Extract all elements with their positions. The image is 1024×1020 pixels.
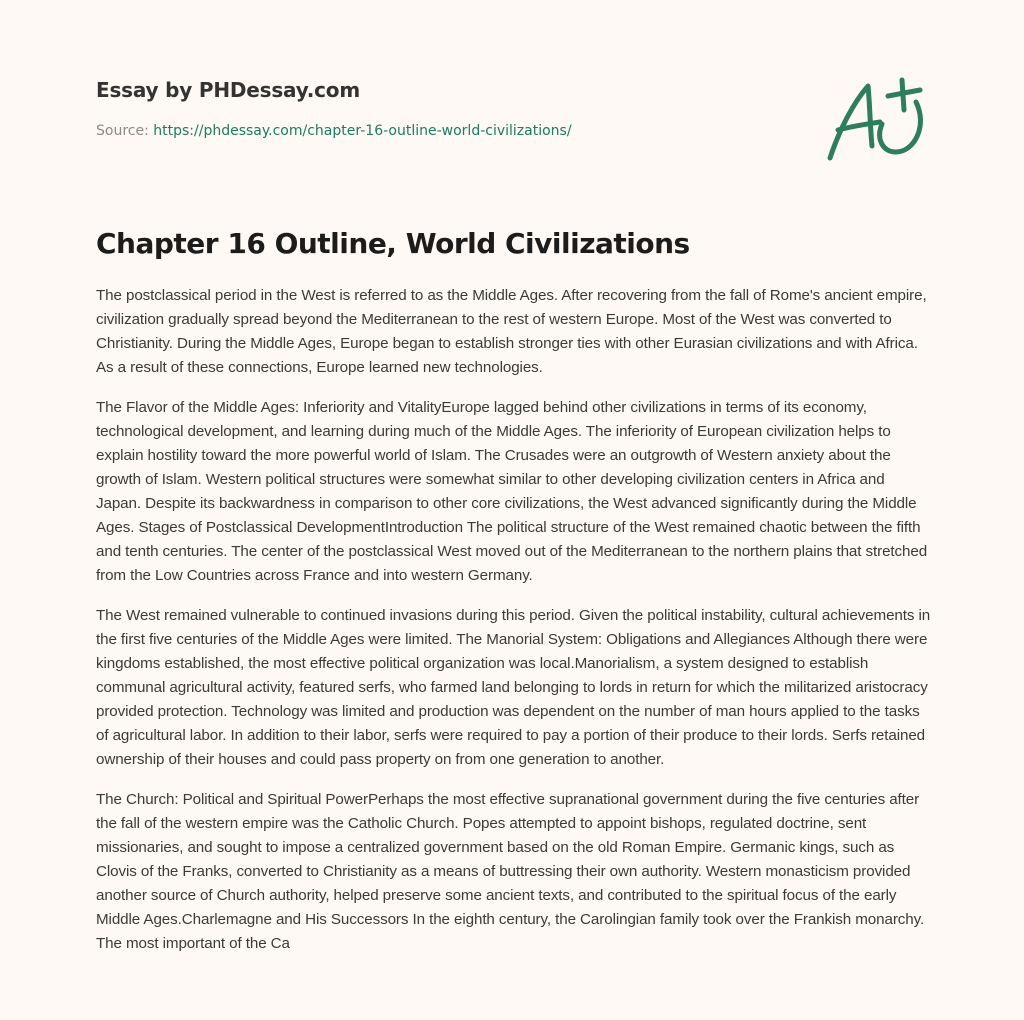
source-line (96, 121, 796, 141)
source-link[interactable]: https://phdessay.com/chapter-16-outline-world-civilizations/ (153, 123, 572, 139)
paragraph: The Flavor of the Middle Ages: Inferiority and VitalityEurope lagged behind other civilizations in terms of its economy, technological development, and learning during much of the Middle Ages. The inferiority of European civilization helps to explain hostility toward the more powerful world of Islam. The Crusades were an outgrowth of Western anxiety about the growth of Islam. Western political structures were somewhat similar to other developing civilization centers in Africa and Japan. Despite its backwardness in comparison to other core civilizations, the West advanced significantly during the Middle Ages. Stages of Postclassical DevelopmentIntroduction The political structure of the West remained chaotic between the fifth and tenth centuries. The center of the postclassical West moved out of the Mediterranean to the northern plains that stretched from the Low Countries across France and into western Germany. (96, 399, 928, 584)
source-label: Source: (96, 123, 149, 139)
brand-title: Essay by PHDessay.com (96, 78, 360, 102)
paragraph: The West remained vulnerable to continued invasions during this period. Given the political instability, cultural achievements in the first five centuries of the Middle Ages were limited. The Manorial System: Obligations and Allegiances Although there were kingdoms established, the most effective political organization was local.Manorialism, a system designed to establish communal agricultural activity, featured serfs, who farmed land belonging to lords in return for which the militarized aristocracy provided protection. Technology was limited and production was dependent on the number of man hours applied to the tasks of agricultural labor. In addition to their labor, serfs were required to pay a portion of their produce to their lords. Serfs retained ownership of their houses and could pass property on from one generation to another. (96, 607, 931, 768)
page-header (96, 76, 796, 141)
essay-body (96, 284, 932, 972)
essay-title: Chapter 16 Outline, World Civilizations (96, 227, 690, 260)
a-plus-grade-icon (818, 66, 930, 166)
paragraph: The postclassical period in the West is referred to as the Middle Ages. After recovering from the fall of Rome's ancient empire, civilization gradually spread beyond the Mediterranean to the rest of western Europe. Most of the West was converted to Christianity. During the Middle Ages, Europe began to establish stronger ties with other Eurasian civilizations and with Africa. As a result of these connections, Europe learned new technologies. (96, 287, 927, 376)
paragraph: The Church: Political and Spiritual PowerPerhaps the most effective supranational government during the five centuries after the fall of the western empire was the Catholic Church. Popes attempted to appoint bishops, regulated doctrine, sent missionaries, and sought to impose a centralized government based on the old Roman Empire. Germanic kings, such as Clovis of the Franks, converted to Christianity as a means of buttressing their own authority. Western monasticism provided another source of Church authority, helped preserve some ancient texts, and contributed to the spiritual focus of the early Middle Ages.Charlemagne and His Successors In the eighth century, the Carolingian family took over the Frankish monarchy. The most important of the Ca (96, 791, 925, 952)
